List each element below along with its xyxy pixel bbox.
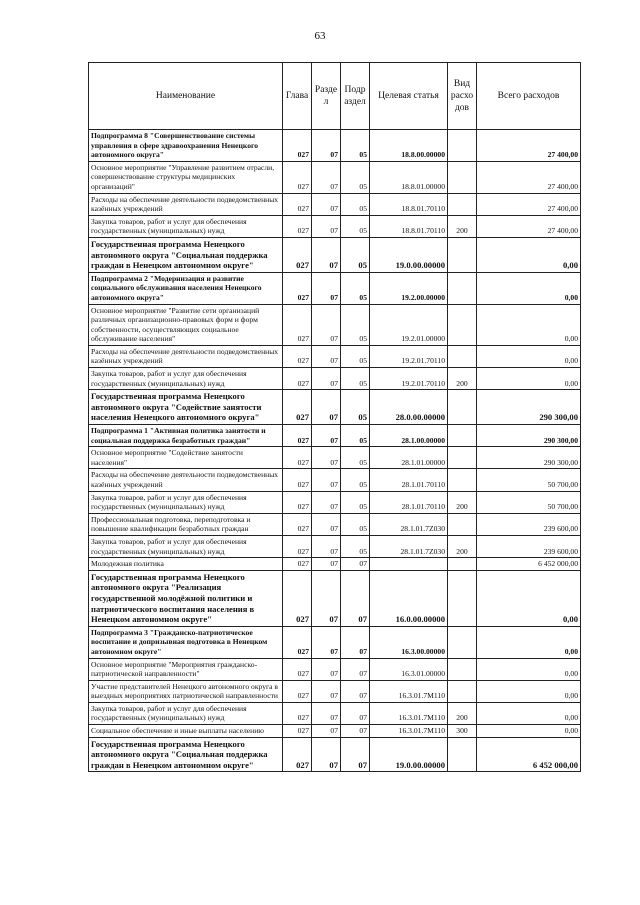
- cell-amount: 27 400,00: [477, 193, 581, 215]
- cell-name: Закупка товаров, работ и услуг для обеспечения государственных (муниципальных) нужд: [89, 491, 283, 513]
- cell-target: 28.0.00.00000: [370, 390, 448, 425]
- cell-vid: 200: [448, 368, 477, 390]
- cell-vid: 300: [448, 725, 477, 738]
- cell-target: 28.1.01.00000: [370, 447, 448, 469]
- table-row: [89, 737, 581, 772]
- cell-razdel: 07: [312, 680, 341, 702]
- cell-vid: [448, 425, 477, 447]
- cell-vid: [448, 237, 477, 272]
- cell-amount: 0,00: [477, 237, 581, 272]
- table-row: [89, 161, 581, 193]
- cell-glava: 027: [283, 469, 312, 491]
- cell-razdel: 07: [312, 737, 341, 772]
- cell-razdel: 07: [312, 658, 341, 680]
- cell-amount: 27 400,00: [477, 215, 581, 237]
- cell-amount: 0,00: [477, 272, 581, 304]
- cell-vid: [448, 737, 477, 772]
- cell-razdel: 07: [312, 425, 341, 447]
- table-row: [89, 558, 581, 571]
- cell-target: 19.2.01.70110: [370, 345, 448, 367]
- table-row: [89, 272, 581, 304]
- header-razdel: Разде л: [312, 63, 341, 130]
- cell-glava: 027: [283, 725, 312, 738]
- cell-razdel: 07: [312, 390, 341, 425]
- table-row: [89, 658, 581, 680]
- cell-razdel: 07: [312, 304, 341, 345]
- cell-name: Расходы на обеспечение деятельности подведомственных казённых учреждений: [89, 345, 283, 367]
- cell-amount: 0,00: [477, 570, 581, 626]
- cell-glava: 027: [283, 513, 312, 535]
- cell-vid: [448, 390, 477, 425]
- cell-name: Государственная программа Ненецкого автономного округа "Содействие занятости населения Ненецкого автономного округа": [89, 390, 283, 425]
- cell-razdel: 07: [312, 193, 341, 215]
- cell-target: 28.1.01.7Z030: [370, 513, 448, 535]
- cell-glava: 027: [283, 570, 312, 626]
- cell-target: 16.3.01.7М110: [370, 725, 448, 738]
- cell-razdel: 07: [312, 161, 341, 193]
- cell-name: Подпрограмма 2 "Модернизация и развитие социального обслуживания населения Ненецкого автономного округа": [89, 272, 283, 304]
- cell-vid: [448, 130, 477, 162]
- cell-target: 28.1.01.70110: [370, 469, 448, 491]
- cell-podrazdel: 07: [341, 626, 370, 658]
- cell-name: Подпрограмма 3 "Гражданско-патриотическое воспитание и допризывная подготовка в Ненецком автономном округе": [89, 626, 283, 658]
- cell-amount: 50 700,00: [477, 469, 581, 491]
- cell-razdel: 07: [312, 558, 341, 571]
- cell-name: Основное мероприятие "Развитие сети организаций различных организационно-правовых форм и форм собственности, осуществляющих социальное обслуживание населения": [89, 304, 283, 345]
- table-row: [89, 237, 581, 272]
- cell-vid: [448, 658, 477, 680]
- cell-target: 18.8.01.00000: [370, 161, 448, 193]
- cell-amount: 290 300,00: [477, 390, 581, 425]
- cell-name: Подпрограмма 8 "Совершенствование системы управления в сфере здравоохранения Ненецкого автономного округа": [89, 130, 283, 162]
- cell-name: Основное мероприятие "Мероприятия гражданско-патриотической направленности": [89, 658, 283, 680]
- cell-target: [370, 558, 448, 571]
- header-target: Целевая статья: [370, 63, 448, 130]
- cell-glava: 027: [283, 215, 312, 237]
- cell-podrazdel: 05: [341, 193, 370, 215]
- cell-glava: 027: [283, 161, 312, 193]
- cell-podrazdel: 05: [341, 272, 370, 304]
- cell-podrazdel: 05: [341, 130, 370, 162]
- cell-razdel: 07: [312, 130, 341, 162]
- cell-target: 18.8.01.70110: [370, 215, 448, 237]
- cell-razdel: 07: [312, 626, 341, 658]
- cell-razdel: 07: [312, 491, 341, 513]
- cell-target: 28.1.01.7Z030: [370, 535, 448, 557]
- cell-podrazdel: 05: [341, 390, 370, 425]
- table-row: [89, 570, 581, 626]
- header-name: Наименование: [89, 63, 283, 130]
- cell-name: Подпрограмма 1 "Активная политика занятости и социальная поддержка безработных граждан": [89, 425, 283, 447]
- cell-target: 16.3.01.7М110: [370, 680, 448, 702]
- table-row: [89, 304, 581, 345]
- cell-name: Государственная программа Ненецкого автономного округа "Социальная поддержка граждан в Ненецком автономном округе": [89, 237, 283, 272]
- cell-razdel: 07: [312, 368, 341, 390]
- budget-table: [88, 62, 581, 772]
- cell-glava: 027: [283, 345, 312, 367]
- cell-amount: 0,00: [477, 658, 581, 680]
- table-row: [89, 130, 581, 162]
- cell-name: Закупка товаров, работ и услуг для обеспечения государственных (муниципальных) нужд: [89, 535, 283, 557]
- cell-target: 16.3.01.7М110: [370, 702, 448, 724]
- cell-glava: 027: [283, 491, 312, 513]
- cell-podrazdel: 05: [341, 368, 370, 390]
- table-row: [89, 513, 581, 535]
- cell-amount: 6 452 000,00: [477, 558, 581, 571]
- cell-podrazdel: 05: [341, 469, 370, 491]
- cell-name: Государственная программа Ненецкого автономного округа "Реализация государственной молодёжной политики и патриотического воспитания населения в Ненецком автономном округе": [89, 570, 283, 626]
- cell-name: Расходы на обеспечение деятельности подведомственных казённых учреждений: [89, 469, 283, 491]
- cell-vid: 200: [448, 491, 477, 513]
- cell-podrazdel: 05: [341, 535, 370, 557]
- cell-vid: [448, 469, 477, 491]
- cell-amount: 6 452 000,00: [477, 737, 581, 772]
- cell-target: 18.8.00.00000: [370, 130, 448, 162]
- cell-amount: 50 700,00: [477, 491, 581, 513]
- cell-vid: [448, 558, 477, 571]
- cell-target: 19.0.00.00000: [370, 737, 448, 772]
- cell-name: Закупка товаров, работ и услуг для обеспечения государственных (муниципальных) нужд: [89, 368, 283, 390]
- cell-razdel: 07: [312, 513, 341, 535]
- cell-amount: 0,00: [477, 304, 581, 345]
- cell-amount: 27 400,00: [477, 161, 581, 193]
- cell-podrazdel: 05: [341, 215, 370, 237]
- cell-amount: 290 300,00: [477, 447, 581, 469]
- cell-name: Закупка товаров, работ и услуг для обеспечения государственных (муниципальных) нужд: [89, 702, 283, 724]
- table-row: [89, 193, 581, 215]
- cell-vid: [448, 513, 477, 535]
- cell-podrazdel: 05: [341, 491, 370, 513]
- table-row: [89, 469, 581, 491]
- cell-name: Молодежная политика: [89, 558, 283, 571]
- cell-glava: 027: [283, 535, 312, 557]
- cell-glava: 027: [283, 272, 312, 304]
- cell-name: Основное мероприятие "Содействие занятости населения": [89, 447, 283, 469]
- cell-razdel: 07: [312, 447, 341, 469]
- header-podrazdel: Подр аздел: [341, 63, 370, 130]
- cell-razdel: 07: [312, 469, 341, 491]
- cell-razdel: 07: [312, 725, 341, 738]
- cell-podrazdel: 07: [341, 658, 370, 680]
- cell-target: 19.2.00.00000: [370, 272, 448, 304]
- cell-podrazdel: 07: [341, 570, 370, 626]
- table-row: [89, 390, 581, 425]
- cell-glava: 027: [283, 368, 312, 390]
- cell-target: 19.2.01.00000: [370, 304, 448, 345]
- table-header-row: [89, 63, 581, 130]
- cell-glava: 027: [283, 130, 312, 162]
- cell-name: Профессиональная подготовка, переподготовка и повышение квалификации безработных граждан: [89, 513, 283, 535]
- cell-podrazdel: 07: [341, 725, 370, 738]
- cell-glava: 027: [283, 658, 312, 680]
- cell-glava: 027: [283, 626, 312, 658]
- cell-glava: 027: [283, 447, 312, 469]
- cell-target: 16.0.00.00000: [370, 570, 448, 626]
- table-body: [89, 130, 581, 772]
- cell-razdel: 07: [312, 535, 341, 557]
- cell-target: 16.3.01.00000: [370, 658, 448, 680]
- cell-glava: 027: [283, 702, 312, 724]
- table-row: [89, 702, 581, 724]
- table-row: [89, 535, 581, 557]
- cell-razdel: 07: [312, 237, 341, 272]
- cell-vid: [448, 345, 477, 367]
- cell-target: 18.8.01.70110: [370, 193, 448, 215]
- cell-amount: 0,00: [477, 702, 581, 724]
- table-row: [89, 345, 581, 367]
- cell-target: 19.0.00.00000: [370, 237, 448, 272]
- cell-amount: 0,00: [477, 725, 581, 738]
- cell-amount: 27 400,00: [477, 130, 581, 162]
- page-number: 63: [314, 30, 326, 42]
- cell-razdel: 07: [312, 215, 341, 237]
- header-total: Всего расходов: [477, 63, 581, 130]
- table-row: [89, 215, 581, 237]
- cell-amount: 0,00: [477, 368, 581, 390]
- cell-podrazdel: 07: [341, 702, 370, 724]
- cell-vid: [448, 272, 477, 304]
- cell-glava: 027: [283, 193, 312, 215]
- cell-glava: 027: [283, 390, 312, 425]
- cell-vid: [448, 193, 477, 215]
- cell-razdel: 07: [312, 272, 341, 304]
- cell-target: 16.3.00.00000: [370, 626, 448, 658]
- cell-amount: 0,00: [477, 345, 581, 367]
- cell-glava: 027: [283, 737, 312, 772]
- header-vid: Вид расхо дов: [448, 63, 477, 130]
- cell-target: 19.2.01.70110: [370, 368, 448, 390]
- cell-razdel: 07: [312, 345, 341, 367]
- cell-glava: 027: [283, 680, 312, 702]
- table-row: [89, 447, 581, 469]
- cell-vid: [448, 161, 477, 193]
- table-row: [89, 425, 581, 447]
- cell-amount: 0,00: [477, 626, 581, 658]
- table-row: [89, 491, 581, 513]
- cell-glava: 027: [283, 558, 312, 571]
- cell-podrazdel: 07: [341, 737, 370, 772]
- cell-name: Государственная программа Ненецкого автономного округа "Социальная поддержка граждан в Ненецком автономном округе": [89, 737, 283, 772]
- cell-name: Социальное обеспечение и иные выплаты населению: [89, 725, 283, 738]
- table-row: [89, 680, 581, 702]
- cell-name: Основное мероприятие "Управление развитием отрасли, совершенствование структуры медицинских организаций": [89, 161, 283, 193]
- cell-target: 28.1.00.00000: [370, 425, 448, 447]
- cell-vid: [448, 570, 477, 626]
- cell-name: Расходы на обеспечение деятельности подведомственных казённых учреждений: [89, 193, 283, 215]
- cell-amount: 0,00: [477, 680, 581, 702]
- cell-podrazdel: 05: [341, 161, 370, 193]
- cell-vid: 200: [448, 535, 477, 557]
- table-row: [89, 626, 581, 658]
- cell-podrazdel: 07: [341, 558, 370, 571]
- cell-glava: 027: [283, 304, 312, 345]
- cell-name: Участие представителей Ненецкого автономного округа в выездных мероприятиях патриотической направленности: [89, 680, 283, 702]
- cell-glava: 027: [283, 425, 312, 447]
- table-row: [89, 368, 581, 390]
- table-row: [89, 725, 581, 738]
- cell-name: Закупка товаров, работ и услуг для обеспечения государственных (муниципальных) нужд: [89, 215, 283, 237]
- cell-podrazdel: 05: [341, 304, 370, 345]
- cell-podrazdel: 07: [341, 680, 370, 702]
- cell-amount: 290 300,00: [477, 425, 581, 447]
- cell-podrazdel: 05: [341, 237, 370, 272]
- cell-amount: 239 600,00: [477, 535, 581, 557]
- cell-target: 28.1.01.70110: [370, 491, 448, 513]
- cell-podrazdel: 05: [341, 447, 370, 469]
- cell-vid: [448, 447, 477, 469]
- cell-razdel: 07: [312, 702, 341, 724]
- cell-vid: [448, 626, 477, 658]
- cell-vid: [448, 680, 477, 702]
- cell-vid: 200: [448, 215, 477, 237]
- cell-glava: 027: [283, 237, 312, 272]
- cell-podrazdel: 05: [341, 345, 370, 367]
- cell-razdel: 07: [312, 570, 341, 626]
- cell-podrazdel: 05: [341, 513, 370, 535]
- header-glava: Глава: [283, 63, 312, 130]
- cell-vid: 200: [448, 702, 477, 724]
- cell-amount: 239 600,00: [477, 513, 581, 535]
- cell-vid: [448, 304, 477, 345]
- cell-podrazdel: 05: [341, 425, 370, 447]
